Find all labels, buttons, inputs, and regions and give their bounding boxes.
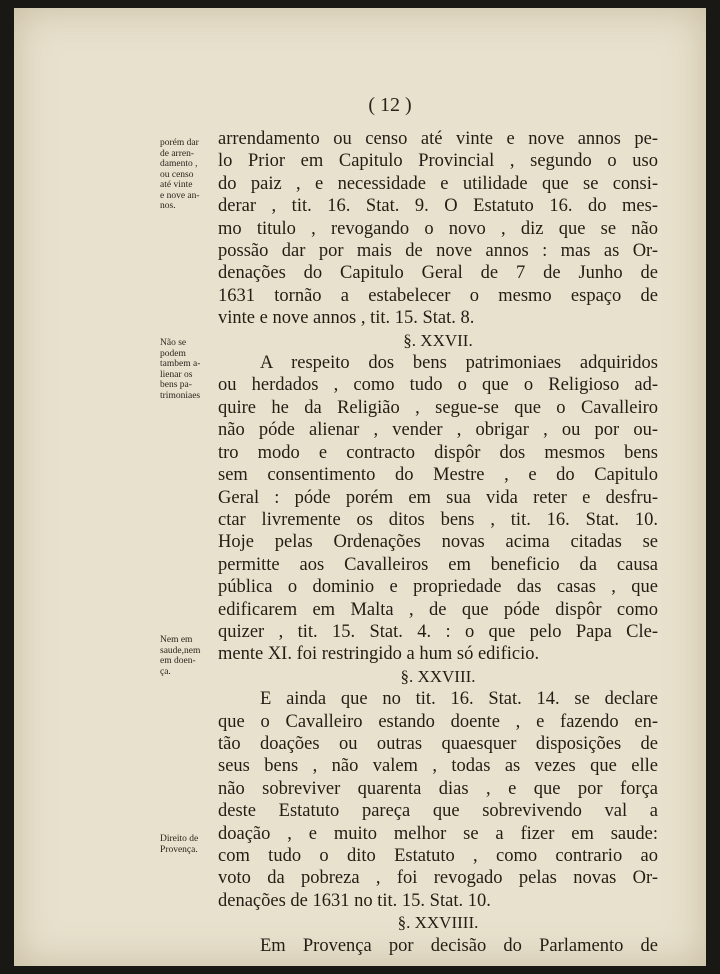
- margin-note-line: nos.: [160, 201, 176, 211]
- body-line: derar , tit. 16. Stat. 9. O Estatuto 16. do mes-: [218, 196, 658, 217]
- body-line: tro modo e contracto dispôr dos mesmos bens: [218, 442, 658, 463]
- body-line: mo titulo , revogando o novo , diz que se não: [218, 218, 658, 239]
- margin-note-line: bens pa-: [160, 380, 192, 390]
- margin-note-line: Direito de: [160, 834, 199, 844]
- margin-note-line: Não se: [160, 338, 187, 348]
- body-line: denações de 1631 no tit. 15. Stat. 10.: [218, 890, 491, 911]
- book-page: [14, 8, 706, 966]
- body-line: A respeito dos bens patrimoniaes adquiridos: [260, 353, 658, 374]
- body-line: com tudo o dito Estatuto , como contrario ao: [218, 846, 658, 866]
- body-line: permitte aos Cavalleiros em beneficio da causa: [218, 554, 658, 575]
- body-line: arrendamento ou censo até vinte e nove annos pe-: [218, 129, 658, 149]
- body-line: deste Estatuto pareça que sobrevivendo val a: [218, 801, 658, 822]
- margin-note-patrimonial: [160, 338, 224, 401]
- body-line: voto da pobreza , foi revogado pelas novas Or-: [218, 868, 658, 889]
- margin-note-line: ou censo: [160, 169, 194, 180]
- body-line: Hoje pelas Ordenações novas acima citadas se: [218, 532, 658, 553]
- body-line: quire he da Religião , segue-se que o Cavalleiro: [218, 397, 658, 418]
- section-heading: §. XXVIII.: [400, 666, 476, 686]
- body-line: do paiz , e necessidade e utilidade que se consi-: [218, 173, 658, 194]
- body-line: Em Provença por decisão do Parlamento de: [260, 935, 658, 956]
- body-text: [218, 128, 658, 957]
- page-number: ( 12 ): [368, 94, 412, 116]
- margin-note-lease: [160, 138, 224, 212]
- body-line: ou herdados , como tudo o que o Religioso ad-: [218, 375, 658, 396]
- body-line: vinte e nove annos , tit. 15. Stat. 8.: [218, 308, 475, 329]
- margin-note-line: Nem em: [160, 635, 193, 645]
- body-line: quizer , tit. 15. Stat. 4. : o que pelo Papa Cle-: [218, 621, 658, 642]
- body-line: denações do Capitulo Geral de 7 de Junho de: [218, 263, 658, 284]
- margin-note-line: de arren-: [160, 148, 195, 159]
- body-line: 1631 tornão a estabelecer o mesmo espaço de: [218, 285, 658, 306]
- body-line: pública o dominio e propriedade das casas , que: [218, 577, 658, 598]
- body-line: lo Prior em Capitulo Provincial , segundo o uso: [218, 151, 658, 172]
- body-line: tão doações ou outras quaesquer disposições de: [218, 733, 658, 754]
- margin-note-line: podem: [160, 348, 186, 359]
- margin-note-line: em doen-: [160, 656, 196, 666]
- body-line: possão dar por mais de nove annos : mas as Or-: [218, 241, 658, 262]
- margin-note-line: porém dar: [160, 138, 199, 148]
- margin-note-line: até vinte: [160, 180, 193, 190]
- body-line: seus bens , não valem , todas as vezes que elle: [218, 756, 658, 777]
- margin-note-line: damento ,: [160, 159, 198, 169]
- margin-note-line: tambem a-: [160, 359, 201, 369]
- margin-note-line: ça.: [160, 666, 171, 677]
- body-line: não sobreviver quarenta dias , e que por força: [218, 778, 658, 799]
- body-line: não póde alienar , vender , obrigar , ou por ou-: [218, 420, 658, 441]
- margin-note-health: [160, 635, 224, 677]
- body-line: ctar livremente os ditos bens , tit. 16. Stat. 10.: [218, 509, 658, 530]
- margin-note-line: e nove an-: [160, 190, 200, 201]
- body-line: que o Cavalleiro estando doente , e fazendo en-: [218, 711, 658, 732]
- margin-note-provenca: [160, 834, 224, 855]
- body-line: doação , e muito melhor se a fizer em saude:: [218, 823, 658, 844]
- margin-note-line: Provença.: [160, 844, 198, 855]
- margin-note-line: saude,nem: [160, 645, 201, 656]
- body-line: E ainda que no tit. 16. Stat. 14. se declare: [260, 689, 658, 710]
- section-heading: §. XXVII.: [403, 330, 473, 350]
- margin-note-line: trimoniaes: [160, 390, 201, 401]
- body-line: sem consentimento do Mestre , e do Capitulo: [218, 465, 658, 486]
- body-line: Geral : póde porém em sua vida reter e desfru-: [218, 487, 658, 508]
- body-line: edificarem em Malta , de que póde dispôr como: [218, 599, 658, 620]
- section-heading: §. XXVIIII.: [397, 913, 479, 933]
- margin-note-line: lienar os: [160, 369, 193, 380]
- body-line: mente XI. foi restringido a hum só edificio.: [218, 644, 540, 665]
